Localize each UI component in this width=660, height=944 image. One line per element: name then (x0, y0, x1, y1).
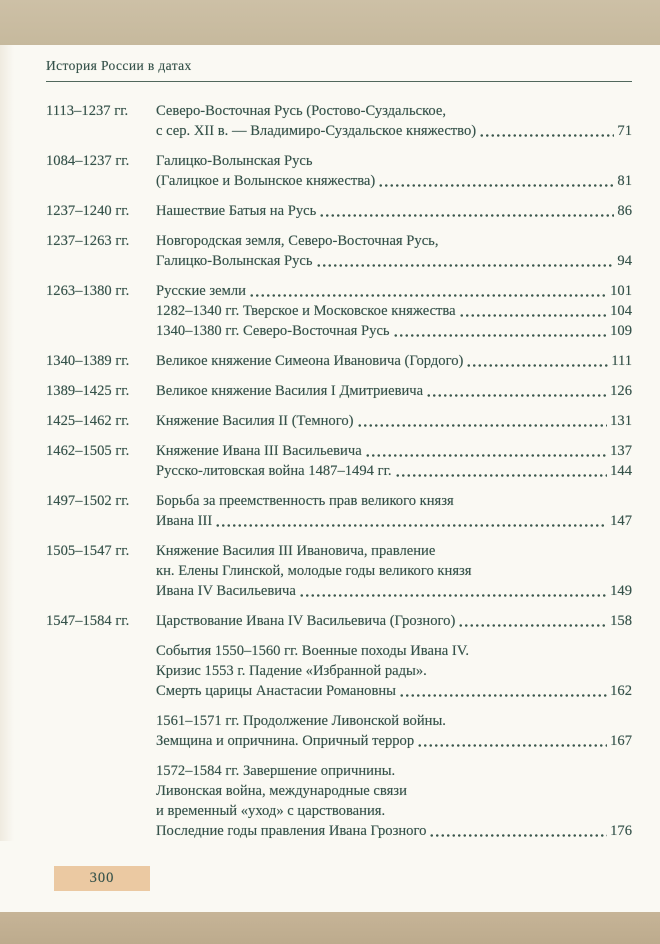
toc-line-text: Нашествие Батыя на Русь (156, 203, 317, 219)
toc-line-text: с сер. XII в. — Владимиро-Суздальское княжество) (156, 123, 477, 139)
toc-line (156, 101, 632, 121)
toc-line (156, 821, 632, 841)
dot-leader (466, 351, 608, 371)
toc-entry-body (156, 411, 632, 431)
toc-line-text: Галицко-Волынская Русь (156, 153, 313, 169)
toc-line (156, 381, 632, 401)
dot-leader (459, 301, 608, 321)
dot-leader (319, 201, 614, 221)
toc-entry-body (156, 281, 632, 341)
toc-line (156, 281, 632, 301)
toc-entry (46, 381, 632, 401)
toc-line (156, 351, 632, 371)
toc-line-text: 1561–1571 гг. Продолжение Ливонской войны. (156, 713, 446, 729)
dot-leader (429, 821, 607, 841)
toc-entry-date: 1389–1425 гг. (46, 383, 130, 399)
toc-entry-date: 1237–1263 гг. (46, 233, 130, 249)
toc-line-text: 1340–1380 гг. Северо-Восточная Русь (156, 323, 390, 339)
dot-leader (393, 321, 608, 341)
toc-line-text: Новгородская земля, Северо-Восточная Русь, (156, 233, 439, 249)
dot-leader (365, 441, 607, 461)
toc-line-text: Борьба за преемственность прав великого князя (156, 493, 454, 509)
toc-line-text: Земщина и опричнина. Опричный террор (156, 733, 415, 749)
toc-line-text: Русские земли (156, 283, 246, 299)
toc-line (156, 411, 632, 431)
toc-line-text: Ливонская война, международные связи (156, 783, 407, 799)
toc-entry-date: 1237–1240 гг. (46, 203, 130, 219)
toc-page-ref: 137 (610, 443, 632, 459)
toc-page-ref: 86 (617, 203, 632, 219)
toc-line (156, 731, 632, 751)
toc-line-text: Последние годы правления Ивана Грозного (156, 823, 427, 839)
toc-line (156, 201, 632, 221)
toc-entry-date: 1497–1502 гг. (46, 493, 130, 509)
toc-line-text: кн. Елены Глинской, молодые годы великого князя (156, 563, 472, 579)
toc-line (156, 661, 632, 681)
toc-entry-body (156, 351, 632, 371)
toc-page-ref: 144 (610, 463, 632, 479)
toc-line-text: Великое княжение Симеона Ивановича (Гордого) (156, 353, 464, 369)
toc-line-text: Кризис 1553 г. Падение «Избранной рады». (156, 663, 427, 679)
header-rule (46, 81, 632, 82)
toc-entry-date (46, 761, 156, 841)
toc-line (156, 461, 632, 481)
toc-line-text: Ивана III (156, 513, 213, 529)
toc-entry-body (156, 101, 632, 141)
toc-entry-date (46, 641, 156, 701)
toc-entry-body (156, 201, 632, 221)
toc-line (156, 711, 632, 731)
toc-entry-date: 1505–1547 гг. (46, 543, 130, 559)
toc-line-text: Царствование Ивана IV Васильевича (Грозного) (156, 613, 456, 629)
toc-line-text: Смерть царицы Анастасии Романовны (156, 683, 396, 699)
toc-page-ref: 149 (610, 583, 632, 599)
toc-entry (46, 441, 632, 481)
toc-entry-body (156, 381, 632, 401)
toc-entry-body (156, 541, 632, 601)
toc-line-text: Галицко-Волынская Русь (156, 253, 313, 269)
toc-page-ref: 101 (610, 283, 632, 299)
toc-entry-date: 1547–1584 гг. (46, 613, 130, 629)
toc-entry (46, 101, 632, 141)
toc-page-ref: 81 (617, 173, 632, 189)
toc-page-ref: 167 (610, 733, 632, 749)
toc-page-ref: 162 (610, 683, 632, 699)
running-header: История России в датах (46, 58, 192, 73)
toc-entry-date: 1113–1237 гг. (46, 103, 129, 119)
toc-line-text: Княжение Василия III Ивановича, правление (156, 543, 436, 559)
toc-line-text: Северо-Восточная Русь (Ростово-Суздальское, (156, 103, 447, 119)
toc-entry-body (156, 641, 632, 701)
dot-leader (357, 411, 608, 431)
toc-line (156, 581, 632, 601)
toc-page-ref: 176 (610, 823, 632, 839)
toc-line (156, 541, 632, 561)
dot-leader (458, 611, 607, 631)
dot-leader (215, 511, 607, 531)
toc-line-text: (Галицкое и Волынское княжества) (156, 173, 376, 189)
toc-line-text: События 1550–1560 гг. Военные походы Ивана IV. (156, 643, 470, 659)
toc-entry (46, 641, 632, 701)
dot-leader (426, 381, 607, 401)
dot-leader (249, 281, 607, 301)
toc-line (156, 681, 632, 701)
toc-entry (46, 351, 632, 371)
toc-entry-date: 1263–1380 гг. (46, 283, 130, 299)
dot-leader (395, 461, 608, 481)
toc-line-text: Великое княжение Василия I Дмитриевича (156, 383, 424, 399)
toc-line (156, 781, 632, 801)
toc-entry-body (156, 491, 632, 531)
toc-line (156, 561, 632, 581)
dot-leader (299, 581, 607, 601)
toc-line (156, 801, 632, 821)
dot-leader (417, 731, 607, 751)
toc-line (156, 231, 632, 251)
toc-page-ref: 147 (610, 513, 632, 529)
toc-entry (46, 711, 632, 751)
toc-line (156, 321, 632, 341)
toc-entry (46, 231, 632, 271)
toc-entry (46, 761, 632, 841)
toc-line (156, 171, 632, 191)
toc-line (156, 151, 632, 171)
toc-line (156, 121, 632, 141)
toc-entry-date: 1462–1505 гг. (46, 443, 130, 459)
dot-leader (479, 121, 614, 141)
toc-page-ref: 94 (617, 253, 632, 269)
toc-page-ref: 111 (611, 353, 632, 369)
toc-entry-body (156, 761, 632, 841)
toc-line-text: Княжение Василия II (Темного) (156, 413, 354, 429)
toc-list (46, 101, 632, 841)
toc-line (156, 301, 632, 321)
toc-line-text: Княжение Ивана III Васильевича (156, 443, 362, 459)
toc-entry (46, 411, 632, 431)
toc-page-ref: 104 (610, 303, 632, 319)
toc-line (156, 441, 632, 461)
toc-line (156, 611, 632, 631)
toc-entry (46, 151, 632, 191)
page-number: 300 (54, 866, 150, 891)
dot-leader (316, 251, 615, 271)
toc-entry-body (156, 151, 632, 191)
toc-line (156, 761, 632, 781)
toc-entry-body (156, 231, 632, 271)
toc-line-text: 1572–1584 гг. Завершение опричнины. (156, 763, 396, 779)
toc-line (156, 511, 632, 531)
page-content (0, 45, 660, 841)
toc-entry (46, 541, 632, 601)
dot-leader (378, 171, 614, 191)
toc-entry (46, 491, 632, 531)
toc-entry-date: 1084–1237 гг. (46, 153, 130, 169)
toc-entry-body (156, 711, 632, 751)
toc-entry-date: 1340–1389 гг. (46, 353, 130, 369)
toc-line-text: Ивана IV Васильевича (156, 583, 296, 599)
bottom-border-band (0, 912, 660, 944)
toc-page-ref: 109 (610, 323, 632, 339)
toc-line (156, 251, 632, 271)
toc-entry-date (46, 711, 156, 751)
toc-page-ref: 158 (610, 613, 632, 629)
toc-page-ref: 126 (610, 383, 632, 399)
toc-entry-body (156, 441, 632, 481)
top-border-band (0, 0, 660, 45)
toc-line-text: и временный «уход» с царствования. (156, 803, 386, 819)
dot-leader (399, 681, 607, 701)
toc-entry-date: 1425–1462 гг. (46, 413, 130, 429)
toc-entry (46, 201, 632, 221)
toc-line-text: Русско-литовская война 1487–1494 гг. (156, 463, 392, 479)
toc-entry (46, 611, 632, 631)
toc-page-ref: 71 (617, 123, 632, 139)
toc-line (156, 641, 632, 661)
toc-line-text: 1282–1340 гг. Тверское и Московское княжества (156, 303, 456, 319)
toc-line (156, 491, 632, 511)
toc-entry (46, 281, 632, 341)
toc-page-ref: 131 (610, 413, 632, 429)
toc-entry-body (156, 611, 632, 631)
